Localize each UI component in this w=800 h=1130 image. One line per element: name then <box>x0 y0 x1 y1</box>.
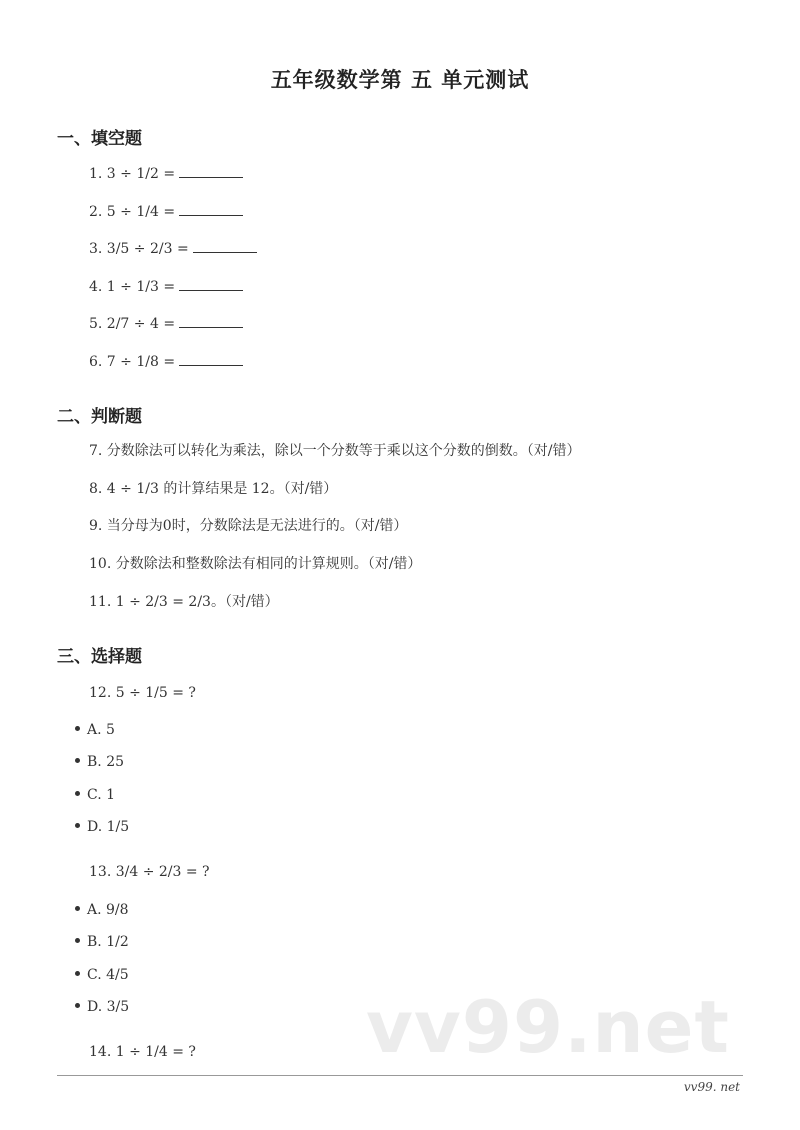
choice-stem-14: 14. 1 ÷ 1/4 = ? <box>89 1044 196 1060</box>
option-label: C. 4/5 <box>87 967 129 983</box>
option-label: B. 1/2 <box>87 934 129 950</box>
fill-item-5 <box>89 315 243 333</box>
judge-item-9: 9. 当分母为0时，分数除法是无法进行的。（对/错） <box>89 518 408 534</box>
fill-item-2 <box>89 203 243 221</box>
judge-item-8: 8. 4 ÷ 1/3 的计算结果是 12。（对/错） <box>89 481 338 497</box>
judge-item-7: 7. 分数除法可以转化为乘法，除以一个分数等于乘以这个分数的倒数。（对/错） <box>89 443 581 459</box>
bullet-icon <box>75 823 80 828</box>
answer-blank[interactable] <box>179 353 243 366</box>
choice-stem-13: 13. 3/4 ÷ 2/3 = ? <box>89 864 210 880</box>
bullet-icon <box>75 758 80 763</box>
answer-blank[interactable] <box>179 315 243 328</box>
choice-option[interactable] <box>75 933 129 951</box>
bullet-icon <box>75 971 80 976</box>
judge-item-11: 11. 1 ÷ 2/3 = 2/3。（对/错） <box>89 594 279 610</box>
fill-item-4 <box>89 278 243 296</box>
section-heading-fill: 一、填空题 <box>57 129 142 149</box>
bullet-icon <box>75 726 80 731</box>
answer-blank[interactable] <box>179 278 243 291</box>
fill-item-text: 6. 7 ÷ 1/8 = <box>89 354 176 370</box>
fill-item-6 <box>89 353 243 371</box>
bullet-icon <box>75 938 80 943</box>
answer-blank[interactable] <box>179 203 243 216</box>
watermark: vv99.net <box>366 985 730 1069</box>
option-label: D. 1/5 <box>87 819 130 835</box>
section-heading-choice: 三、选择题 <box>57 647 142 667</box>
choice-option[interactable] <box>75 753 124 771</box>
option-label: A. 9/8 <box>87 902 129 918</box>
option-label: A. 5 <box>87 722 115 738</box>
judge-item-10: 10. 分数除法和整数除法有相同的计算规则。（对/错） <box>89 556 422 572</box>
footer-divider <box>57 1075 743 1076</box>
answer-blank[interactable] <box>179 165 243 178</box>
footer-site-label: vv99. net <box>683 1080 740 1094</box>
option-label: B. 25 <box>87 754 125 770</box>
bullet-icon <box>75 791 80 796</box>
fill-item-text: 2. 5 ÷ 1/4 = <box>89 204 176 220</box>
fill-item-1 <box>89 165 243 183</box>
section-heading-judge: 二、判断题 <box>57 407 142 427</box>
bullet-icon <box>75 1003 80 1008</box>
choice-option[interactable] <box>75 786 115 804</box>
fill-item-3 <box>89 240 257 258</box>
choice-option[interactable] <box>75 966 129 984</box>
choice-option[interactable] <box>75 998 129 1016</box>
choice-option[interactable] <box>75 901 129 919</box>
option-label: D. 3/5 <box>87 999 130 1015</box>
choice-option[interactable] <box>75 818 129 836</box>
fill-item-text: 3. 3/5 ÷ 2/3 = <box>89 241 189 257</box>
bullet-icon <box>75 906 80 911</box>
option-label: C. 1 <box>87 787 116 803</box>
page-title: 五年级数学第 五 单元测试 <box>270 68 530 92</box>
choice-stem-12: 12. 5 ÷ 1/5 = ? <box>89 685 196 701</box>
fill-item-text: 1. 3 ÷ 1/2 = <box>89 166 176 182</box>
fill-item-text: 4. 1 ÷ 1/3 = <box>89 279 176 295</box>
choice-option[interactable] <box>75 721 115 739</box>
fill-item-text: 5. 2/7 ÷ 4 = <box>89 316 176 332</box>
answer-blank[interactable] <box>193 240 257 253</box>
